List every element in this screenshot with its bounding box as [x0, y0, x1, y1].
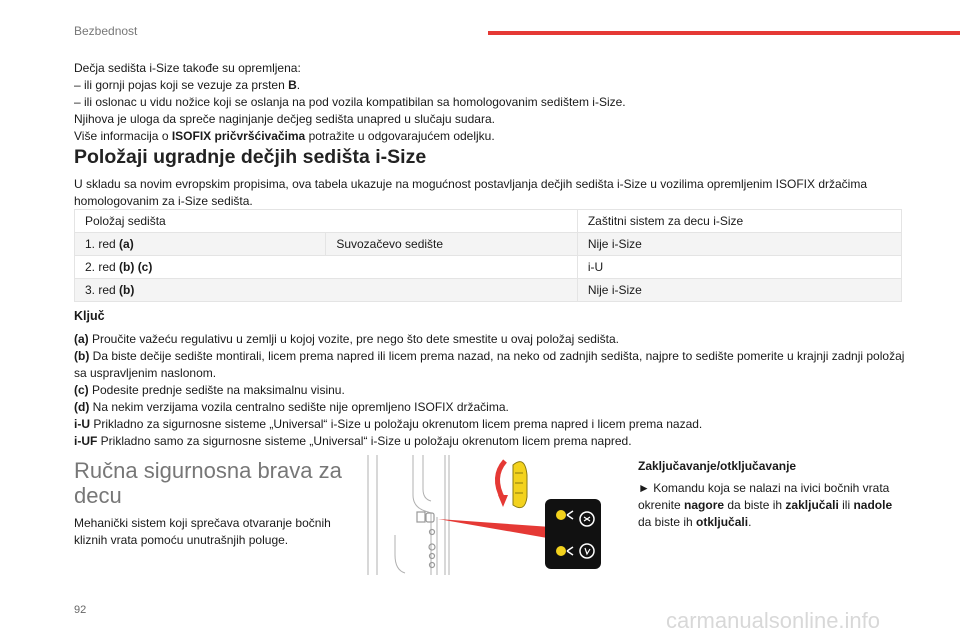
section-intro-child-lock: Mehanički sistem koji sprečava otvaranje bočnih kliznih vrata pomoću unutrašnjih poluge. — [74, 516, 331, 547]
table-header-cell: Položaj sedišta — [75, 210, 578, 233]
intro-line: Njihova je uloga da spreče naginjanje dečjeg sedišta unapred u slučaju sudara. — [74, 112, 495, 126]
section-title-child-lock: Ručna sigurnosna brava za decu — [74, 458, 342, 508]
table-cell: 3. red (b) — [75, 279, 578, 302]
table-cell: 2. red (b) (c) — [75, 256, 578, 279]
door-frame-drawing — [368, 455, 449, 575]
table-cell: 1. red (a) — [75, 233, 326, 256]
table-row — [75, 256, 902, 279]
intro-line: Više informacija o ISOFIX pričvršćivačima potražite u odgovarajućem odeljku. — [74, 129, 495, 143]
section-label: Bezbednost — [74, 24, 138, 38]
door-latch — [417, 512, 435, 568]
key-item: (c) Podesite prednje sedište na maksimalnu visinu. — [74, 383, 345, 397]
table-cell: Suvozačevo sedište — [326, 233, 577, 256]
intro-line: – ili gornji pojas koji se vezuje za prsten B. — [74, 78, 301, 92]
key-item: (b) Da biste dečije sedište montirali, licem prema napred ili licem prema nazad, na neko od zadnjih sedišta, najpre to sedište pomerite u krajnji zadnji položaj sa uspravljenim naslonom. — [74, 349, 905, 380]
header-accent-bar — [488, 31, 960, 35]
watermark: carmanualsonline.info — [666, 608, 881, 633]
key-title: Ključ — [74, 309, 105, 323]
pointer-arrow — [438, 519, 553, 539]
section-intro-isize: U skladu sa novim evropskim propisima, ova tabela ukazuje na mogućnost postavljanja dečjih sedišta i-Size u vozilima opremljenim ISOFIX držačima homologovanim za i-Size sedišta. — [74, 177, 868, 208]
child-lock-illustration — [365, 455, 605, 575]
section-title-isize: Položaji ugradnje dečjih sedišta i-Size — [74, 146, 427, 168]
table-header-cell: Zaštitni sistem za decu i-Size — [577, 210, 901, 233]
key-item: (d) Na nekim verzijama vozila centralno sedište nije opremljeno ISOFIX držačima. — [74, 400, 509, 414]
locking-instructions: ► Komandu koja se nalazi na ivici bočnih vrata okrenite nagore da biste ih zaključali ili nadole da biste ih otključali. — [638, 481, 893, 529]
key-item: i-UF Prikladno samo za sigurnosne sisteme „Universal“ i-Size u položaju okrenutom licem prema napred. — [74, 434, 632, 448]
intro-line: Dečja sedišta i-Size takođe su opremljena: — [74, 61, 301, 75]
rotate-arrow-icon — [497, 461, 505, 499]
table-cell: Nije i-Size — [577, 233, 901, 256]
rotate-arrowhead — [498, 495, 508, 507]
key-list — [74, 331, 914, 450]
lock-knob-drawing — [513, 462, 527, 508]
locking-title: Zaključavanje/otključavanje — [638, 459, 797, 473]
table-header-row — [75, 210, 902, 233]
control-panel — [545, 499, 601, 569]
table-row — [75, 279, 902, 302]
table-cell: Nije i-Size — [577, 279, 901, 302]
isize-positions-table — [74, 209, 902, 302]
bullet-arrow-icon: ► — [638, 481, 650, 495]
key-item: i-U Prikladno za sigurnosne sisteme „Universal“ i-Size u položaju okrenutom licem prema napred i licem prema nazad. — [74, 417, 703, 431]
intro-text — [74, 60, 914, 145]
table-cell: i-U — [577, 256, 901, 279]
page-number: 92 — [74, 604, 87, 616]
key-item: (a) Proučite važeću regulativu u zemlji u kojoj vozite, pre nego što dete smestite u ovaj položaj sedišta. — [74, 332, 619, 346]
intro-line: – ili oslonac u vidu nožice koji se oslanja na pod vozila kompatibilan sa homologovanim sedištem i-Size. — [74, 95, 626, 109]
table-row — [75, 233, 902, 256]
